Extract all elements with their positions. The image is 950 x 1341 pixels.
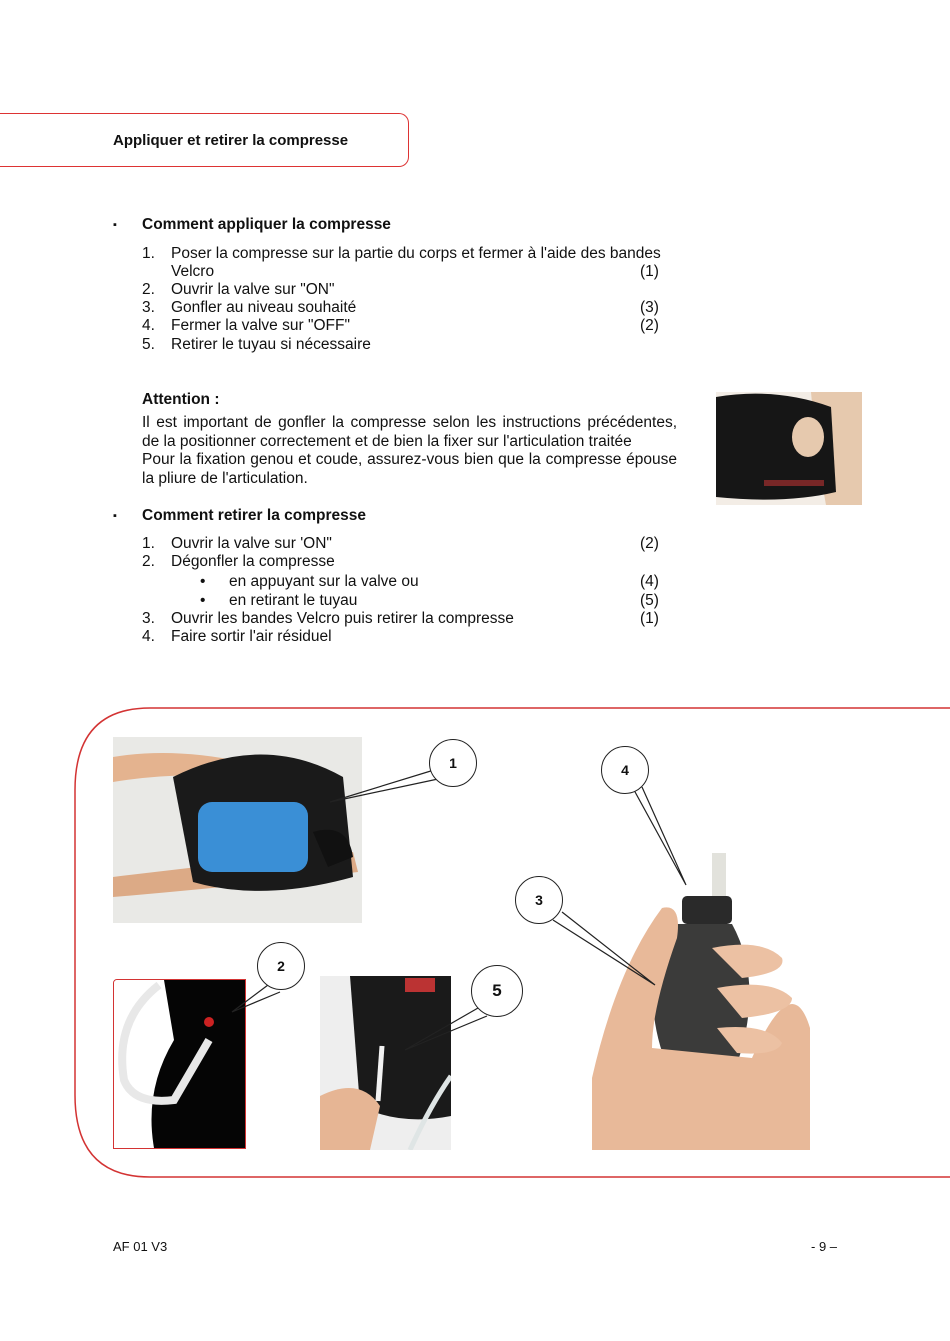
s1-step3-num: 3. — [142, 299, 155, 316]
s1-step1-text: Poser la compresse sur la partie du corps et fermer à l'aide des bandes — [171, 245, 661, 262]
attention-paragraph-2: Pour la fixation genou et coude, assurez-vous bien que la compresse épouse la pliure de l'articulation. — [142, 451, 677, 487]
callout-3: 3 — [515, 876, 563, 924]
s2-step4-text: Faire sortir l'air résiduel — [171, 628, 332, 645]
s1-step1-cont: Velcro — [171, 263, 215, 280]
section1-bullet: ▪ — [113, 219, 117, 231]
s2-step3-ref: (1) — [640, 610, 659, 627]
callout-1: 1 — [429, 739, 477, 787]
s2-step4-num: 4. — [142, 628, 155, 645]
callout-4: 4 — [601, 746, 649, 794]
s1-step4-text: Fermer la valve sur "OFF" — [171, 317, 350, 334]
section2-bullet: ▪ — [113, 510, 117, 522]
s1-step3-ref: (3) — [640, 299, 659, 316]
section2-title: Comment retirer la compresse — [142, 507, 366, 524]
s1-step4-num: 4. — [142, 317, 155, 334]
s1-step2-num: 2. — [142, 281, 155, 298]
s2-step2-num: 2. — [142, 553, 155, 570]
s1-step3-text: Gonfler au niveau souhaité — [171, 299, 357, 316]
s2-step2-text: Dégonfler la compresse — [171, 553, 335, 570]
s1-step5-num: 5. — [142, 336, 155, 353]
s1-step2-text: Ouvrir la valve sur "ON" — [171, 281, 335, 298]
s2-step3-num: 3. — [142, 610, 155, 627]
s2-sub2-ref: (5) — [640, 592, 659, 609]
callout-5: 5 — [471, 965, 523, 1017]
s2-step1-num: 1. — [142, 535, 155, 552]
attention-title: Attention : — [142, 391, 220, 408]
s2-sub2-text: en retirant le tuyau — [229, 592, 358, 609]
section1-title: Comment appliquer la compresse — [142, 216, 391, 233]
s1-step4-ref: (2) — [640, 317, 659, 334]
s2-step1-ref: (2) — [640, 535, 659, 552]
attention-paragraph-1: Il est important de gonfler la compresse selon les instructions précédentes, de la positionner correctement et de bien la fixer sur l'articulation traitée — [142, 414, 677, 450]
s2-sub2-bullet: • — [200, 592, 206, 609]
footer-page-number: - 9 – — [811, 1239, 838, 1254]
footer-doc-code: AF 01 V3 — [113, 1239, 168, 1254]
s1-step1-ref: (1) — [640, 263, 659, 280]
s2-sub1-text: en appuyant sur la valve ou — [229, 573, 419, 590]
s2-sub1-bullet: • — [200, 573, 206, 590]
s1-step1-num: 1. — [142, 245, 155, 262]
s2-step1-text: Ouvrir la valve sur 'ON" — [171, 535, 332, 552]
s1-step5-text: Retirer le tuyau si nécessaire — [171, 336, 371, 353]
s2-sub1-ref: (4) — [640, 573, 659, 590]
s2-step3-text: Ouvrir les bandes Velcro puis retirer la compresse — [171, 610, 514, 627]
callout-2: 2 — [257, 942, 305, 990]
section-header-title: Appliquer et retirer la compresse — [113, 132, 349, 149]
